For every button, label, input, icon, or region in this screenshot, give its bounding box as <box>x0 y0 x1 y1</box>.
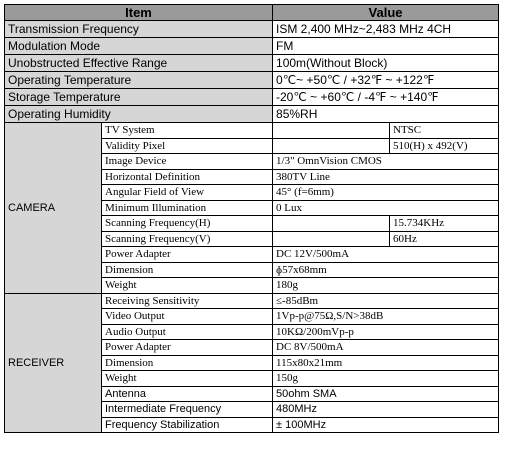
camera-spec-value: ɸ57x68mm <box>273 262 499 278</box>
receiver-spec-label: Antenna <box>102 386 273 402</box>
camera-spec-label: Power Adapter <box>102 247 273 263</box>
camera-spec-label: TV System <box>102 123 273 139</box>
spec-row <box>5 55 499 72</box>
spec-label: Modulation Mode <box>5 38 273 55</box>
spec-row <box>5 21 499 38</box>
camera-spec-value: 45° (f=6mm) <box>273 185 499 201</box>
spec-row <box>5 106 499 123</box>
spec-value: -20℃ ~ +60℃ / -4℉ ~ +140℉ <box>273 89 499 106</box>
receiver-spec-value: 50ohm SMA <box>273 386 499 402</box>
receiver-spec-value: 10KΩ/200mVp-p <box>273 324 499 340</box>
camera-spec-value <box>273 138 390 154</box>
receiver-spec-value: 480MHz <box>273 402 499 418</box>
spec-row <box>5 89 499 106</box>
spec-value: ISM 2,400 MHz~2,483 MHz 4CH <box>273 21 499 38</box>
camera-spec-value: 1/3" OmnVision CMOS <box>273 154 499 170</box>
spec-value: 0℃~ +50℃ / +32℉ ~ +122℉ <box>273 72 499 89</box>
header-row <box>5 5 499 21</box>
camera-spec-label: Scanning Frequency(V) <box>102 231 273 247</box>
receiver-spec-label: Weight <box>102 371 273 387</box>
camera-spec-label: Dimension <box>102 262 273 278</box>
camera-spec-value: 0 Lux <box>273 200 499 216</box>
spec-table <box>4 4 499 433</box>
camera-row <box>5 123 499 139</box>
receiver-spec-value: 150g <box>273 371 499 387</box>
camera-spec-value-extra: NTSC <box>390 123 499 139</box>
spec-value: 100m(Without Block) <box>273 55 499 72</box>
spec-value: FM <box>273 38 499 55</box>
receiver-spec-value: DC 8V/500mA <box>273 340 499 356</box>
spec-row <box>5 38 499 55</box>
camera-spec-label: Image Device <box>102 154 273 170</box>
receiver-group-label: RECEIVER <box>5 293 102 433</box>
camera-spec-label: Validity Pixel <box>102 138 273 154</box>
spec-label: Operating Temperature <box>5 72 273 89</box>
receiver-spec-value: ± 100MHz <box>273 417 499 433</box>
camera-spec-label: Minimum Illumination <box>102 200 273 216</box>
camera-spec-label: Angular Field of View <box>102 185 273 201</box>
receiver-spec-value: 115x80x21mm <box>273 355 499 371</box>
receiver-spec-value: ≤-85dBm <box>273 293 499 309</box>
receiver-spec-label: Receiving Sensitivity <box>102 293 273 309</box>
spec-label: Storage Temperature <box>5 89 273 106</box>
camera-spec-value <box>273 216 390 232</box>
camera-spec-value-extra: 60Hz <box>390 231 499 247</box>
receiver-spec-label: Audio Output <box>102 324 273 340</box>
camera-spec-label: Weight <box>102 278 273 294</box>
receiver-spec-label: Power Adapter <box>102 340 273 356</box>
camera-spec-value: 180g <box>273 278 499 294</box>
camera-spec-label: Scanning Frequency(H) <box>102 216 273 232</box>
camera-specs <box>5 123 499 294</box>
spec-value: 85%RH <box>273 106 499 123</box>
spec-row <box>5 72 499 89</box>
receiver-spec-label: Video Output <box>102 309 273 325</box>
receiver-specs <box>5 293 499 433</box>
spec-label: Operating Humidity <box>5 106 273 123</box>
receiver-spec-label: Frequency Stabilization <box>102 417 273 433</box>
camera-spec-value-extra: 510(H) x 492(V) <box>390 138 499 154</box>
receiver-row <box>5 293 499 309</box>
camera-spec-value: 380TV Line <box>273 169 499 185</box>
camera-spec-label: Horizontal Definition <box>102 169 273 185</box>
receiver-spec-value: 1Vp-p@75Ω,S/N>38dB <box>273 309 499 325</box>
general-specs <box>5 21 499 123</box>
camera-spec-value: DC 12V/500mA <box>273 247 499 263</box>
spec-label: Unobstructed Effective Range <box>5 55 273 72</box>
receiver-spec-label: Dimension <box>102 355 273 371</box>
receiver-spec-label: Intermediate Frequency <box>102 402 273 418</box>
camera-spec-value-extra: 15.734KHz <box>390 216 499 232</box>
camera-spec-value <box>273 123 390 139</box>
camera-spec-value <box>273 231 390 247</box>
header-value: Value <box>273 5 499 21</box>
spec-label: Transmission Frequency <box>5 21 273 38</box>
header-item: Item <box>5 5 273 21</box>
camera-group-label: CAMERA <box>5 123 102 294</box>
